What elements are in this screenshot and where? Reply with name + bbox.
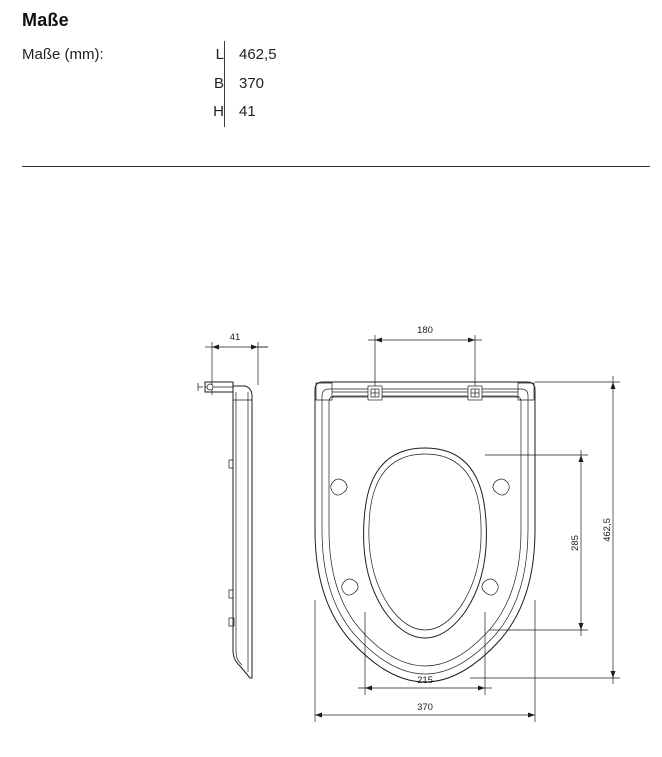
top-view: [315, 325, 620, 722]
table-row: [22, 98, 277, 127]
table-row: [22, 41, 277, 70]
dim-label-overall-length: 462,5: [602, 518, 613, 542]
toilet-seat-dimension-drawing: [0, 300, 662, 740]
dimensions-row-label: Maße (mm):: [22, 46, 104, 63]
dimension-value-b: 370: [225, 70, 277, 99]
hinge-fixing-left: [368, 386, 382, 400]
horizontal-divider: [22, 166, 650, 167]
hinge-fixing-right: [468, 386, 482, 400]
page-title: Maße: [22, 10, 69, 30]
dimension-value-h: 41: [225, 98, 277, 127]
dim-label-inner-length: 285: [570, 535, 581, 551]
table-row: [22, 70, 277, 99]
dimension-key-h: H: [213, 103, 224, 120]
dim-label-overall-width: 370: [417, 702, 433, 713]
technical-drawing: [0, 300, 662, 740]
dimension-value-l: 462,5: [225, 41, 277, 70]
spec-block: [0, 0, 662, 127]
dim-label-inner-width: 215: [417, 675, 433, 686]
dim-label-thickness: 41: [229, 332, 241, 343]
side-view: [198, 332, 268, 678]
spacer-cell: [22, 98, 182, 127]
dim-hinge-spacing: [368, 325, 482, 386]
dimension-key-l: L: [215, 46, 224, 63]
dimensions-table: [22, 41, 277, 127]
dim-overall-width: [315, 600, 535, 722]
dimension-key-b: B: [213, 74, 224, 92]
spacer-cell: [22, 70, 182, 99]
dim-inner-length: [485, 450, 588, 636]
dim-label-hinge-spacing: 180: [417, 325, 433, 336]
dim-inner-width: [358, 612, 492, 695]
